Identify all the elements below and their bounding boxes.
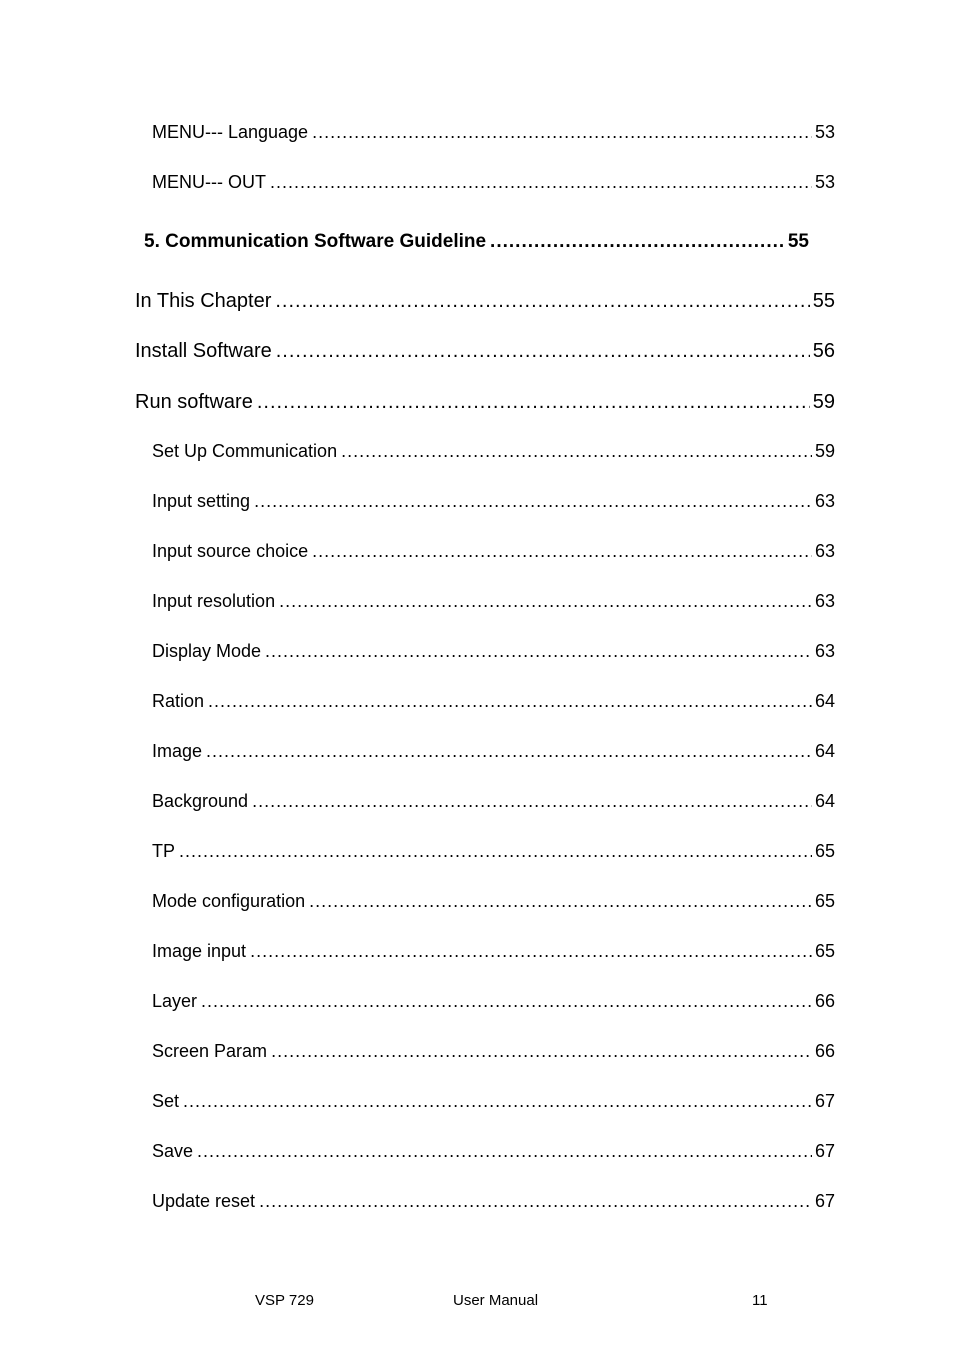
toc-entry-menu-language[interactable] [152,122,835,143]
toc-entry-page: 64 [814,791,835,811]
toc-entry-mode-configuration[interactable] [152,891,835,912]
toc-entry-page: 55 [812,290,835,312]
toc-entry-label: Screen Param [152,1041,268,1061]
toc-entry-page: 65 [814,891,835,911]
toc-leader-dots [250,941,812,962]
toc-entry-label: 5. Communication Software Guideline [144,231,487,252]
toc-entry-label: MENU--- Language [152,122,309,142]
toc-entry-page: 65 [814,841,835,861]
toc-entry-run-software[interactable] [135,391,835,414]
toc-entry-display-mode[interactable] [152,641,835,662]
toc-entry-label: Ration [152,691,205,711]
footer-doc-title: User Manual [453,1292,539,1309]
toc-entry-label: Mode configuration [152,891,306,911]
toc-entry-input-resolution[interactable] [152,591,835,612]
toc-entry-page: 64 [814,691,835,711]
toc-leader-dots [179,841,812,862]
toc-entry-label: Input setting [152,491,251,511]
toc-leader-dots [206,741,812,762]
toc-entry-page: 63 [814,641,835,661]
toc-entry-label: Set [152,1091,180,1111]
toc-leader-dots [276,340,810,363]
toc-leader-dots [257,391,810,414]
toc-leader-dots [279,591,812,612]
toc-entry-label: Layer [152,991,198,1011]
toc-entry-set[interactable] [152,1091,835,1112]
toc-entry-image[interactable] [152,741,835,762]
toc-entry-input-setting[interactable] [152,491,835,512]
toc-entry-label: Run software [135,391,253,413]
toc-entry-screen-param[interactable] [152,1041,835,1062]
toc-leader-dots [309,891,812,912]
toc-entry-label: Image [152,741,203,761]
toc-leader-dots [265,641,812,662]
footer-product: VSP 729 [255,1292,314,1309]
toc-leader-dots [490,231,785,253]
toc-entry-save[interactable] [152,1141,835,1162]
toc-entry-in-this-chapter[interactable] [135,290,835,313]
toc-entry-label: MENU--- OUT [152,172,266,192]
toc-entry-label: Save [152,1141,194,1161]
toc-entry-tp[interactable] [152,841,835,862]
toc-entry-page: 63 [814,491,835,511]
toc-entry-ration[interactable] [152,691,835,712]
toc-leader-dots [270,172,812,193]
toc-entry-label: Set Up Communication [152,441,338,461]
toc-entry-page: 56 [812,340,835,362]
toc-entry-chapter-5[interactable] [144,231,809,253]
toc-entry-page: 55 [787,231,809,252]
toc-entry-input-source-choice[interactable] [152,541,835,562]
toc-leader-dots [183,1091,812,1112]
toc-entry-label: In This Chapter [135,290,272,312]
toc-entry-background[interactable] [152,791,835,812]
toc-entry-label: Input resolution [152,591,276,611]
toc-entry-page: 59 [812,391,835,413]
toc-entry-page: 66 [814,991,835,1011]
toc-entry-label: TP [152,841,176,861]
toc-entry-set-up-communication[interactable] [152,441,835,462]
toc-leader-dots [312,122,812,143]
toc-entry-label: Install Software [135,340,272,362]
footer-page-number: 11 [752,1292,768,1309]
toc-entry-page: 53 [814,122,835,142]
toc-leader-dots [275,290,809,313]
toc-leader-dots [208,691,812,712]
toc-leader-dots [271,1041,812,1062]
toc-leader-dots [201,991,812,1012]
toc-leader-dots [254,491,812,512]
toc-entry-image-input[interactable] [152,941,835,962]
toc-entry-layer[interactable] [152,991,835,1012]
toc-entry-label: Input source choice [152,541,309,561]
toc-leader-dots [312,541,812,562]
toc-entry-install-software[interactable] [135,340,835,363]
toc-entry-page: 67 [814,1191,835,1211]
toc-leader-dots [252,791,812,812]
toc-entry-page: 67 [814,1091,835,1111]
toc-leader-dots [259,1191,812,1212]
toc-entry-page: 67 [814,1141,835,1161]
toc-leader-dots [197,1141,812,1162]
toc-leader-dots [341,441,812,462]
toc-entry-label: Update reset [152,1191,256,1211]
toc-entry-update-reset[interactable] [152,1191,835,1212]
toc-entry-label: Display Mode [152,641,262,661]
toc-entry-label: Image input [152,941,247,961]
toc-entry-page: 53 [814,172,835,192]
toc-entry-page: 63 [814,591,835,611]
toc-entry-menu-out[interactable] [152,172,835,193]
toc-entry-label: Background [152,791,249,811]
toc-entry-page: 66 [814,1041,835,1061]
toc-entry-page: 59 [814,441,835,461]
toc-entry-page: 65 [814,941,835,961]
toc-entry-page: 63 [814,541,835,561]
toc-entry-page: 64 [814,741,835,761]
